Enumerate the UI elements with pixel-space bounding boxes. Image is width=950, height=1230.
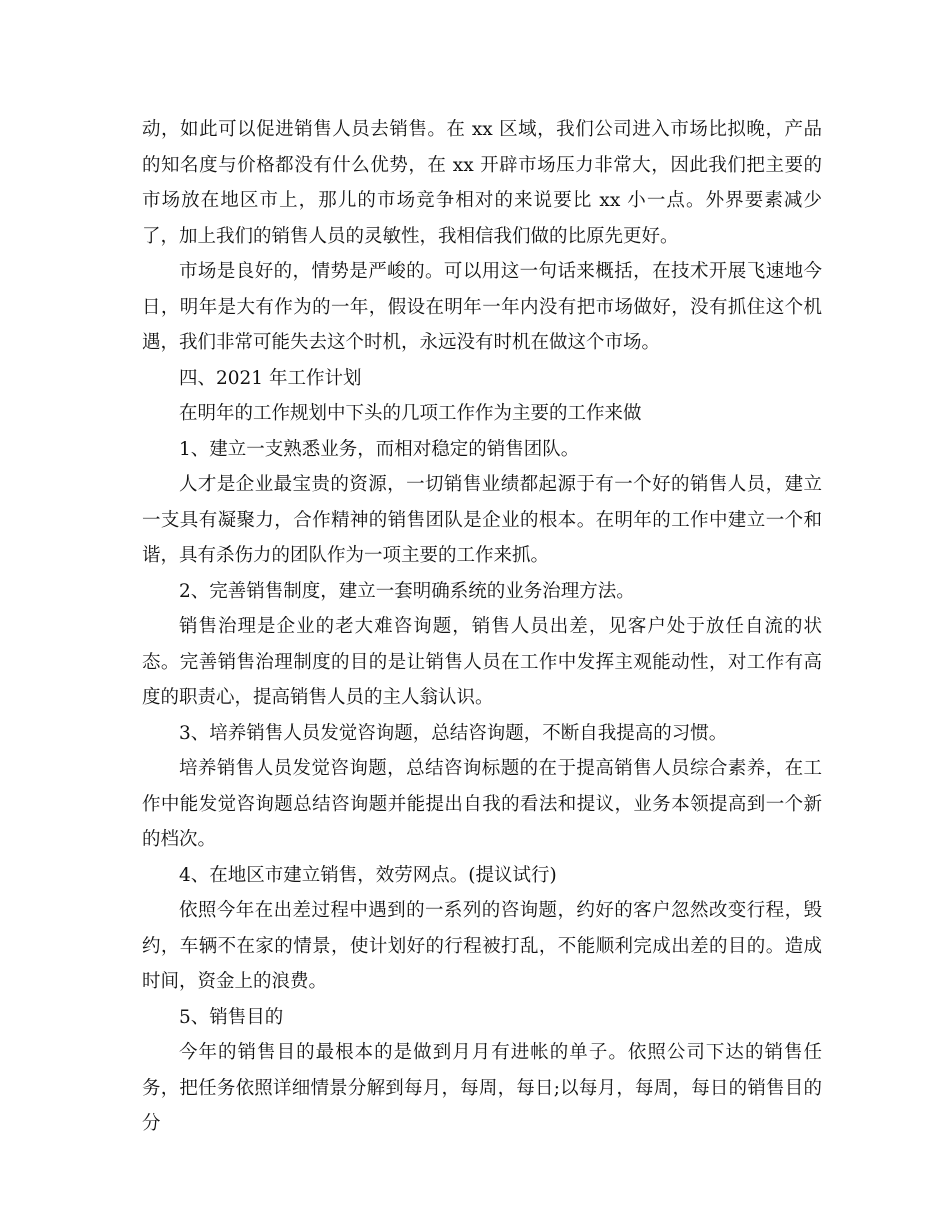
paragraph: 今年的销售目的最根本的是做到月月有进帐的单子。依照公司下达的销售任务，把任务依照详细情景分解到每月，每周，每日;以每月，每周，每日的销售目的分 bbox=[142, 1042, 822, 1134]
list-item-heading: 2、完善销售制度，建立一套明确系统的业务治理方法。 bbox=[179, 580, 635, 602]
paragraph: 依照今年在出差过程中遇到的一系列的咨询题，约好的客户忽然改变行程，毁约，车辆不在家的情景，使计划好的行程被打乱，不能顺利完成出差的目的。造成时间，资金上的浪费。 bbox=[142, 900, 822, 992]
document-body bbox=[142, 112, 822, 1142]
paragraph: 培养销售人员发觉咨询题，总结咨询标题的在于提高销售人员综合素养，在工作中能发觉咨询题总结咨询题并能提出自我的看法和提议，业务本领提高到一个新的档次。 bbox=[142, 758, 822, 850]
paragraph: 人才是企业最宝贵的资源，一切销售业绩都起源于有一个好的销售人员，建立一支具有凝聚力，合作精神的销售团队是企业的根本。在明年的工作中建立一个和谐，具有杀伤力的团队作为一项主要的工作来抓。 bbox=[142, 474, 822, 566]
paragraph: 动，如此可以促进销售人员去销售。在 xx 区域，我们公司进入市场比拟晚，产品的知名度与价格都没有什么优势，在 xx 开辟市场压力非常大，因此我们把主要的市场放在地区市上，那儿的市场竞争相对的来说要比 xx 小一点。外界要素减少了，加上我们的销售人员的灵敏性，我相信我们做的比原先更好。 bbox=[142, 119, 822, 247]
list-item-heading: 1、建立一支熟悉业务，而相对稳定的销售团队。 bbox=[179, 438, 580, 460]
list-item-heading: 3、培养销售人员发觉咨询题，总结咨询题，不断自我提高的习惯。 bbox=[179, 722, 728, 744]
paragraph: 在明年的工作规划中下头的几项工作作为主要的工作来做 bbox=[179, 403, 642, 424]
list-item-heading: 4、在地区市建立销售，效劳网点。(提议试行) bbox=[179, 864, 557, 886]
section-heading: 四、2021 年工作计划 bbox=[179, 367, 362, 389]
paragraph: 市场是良好的，情势是严峻的。可以用这一句话来概括，在技术开展飞速地今日，明年是大有作为的一年，假设在明年一年内没有把市场做好，没有抓住这个机遇，我们非常可能失去这个时机，永远没有时机在做这个市场。 bbox=[142, 261, 822, 353]
paragraph: 销售治理是企业的老大难咨询题，销售人员出差，见客户处于放任自流的状态。完善销售治理制度的目的是让销售人员在工作中发挥主观能动性，对工作有高度的职责心，提高销售人员的主人翁认识。 bbox=[142, 616, 822, 708]
list-item-heading: 5、销售目的 bbox=[179, 1006, 284, 1028]
